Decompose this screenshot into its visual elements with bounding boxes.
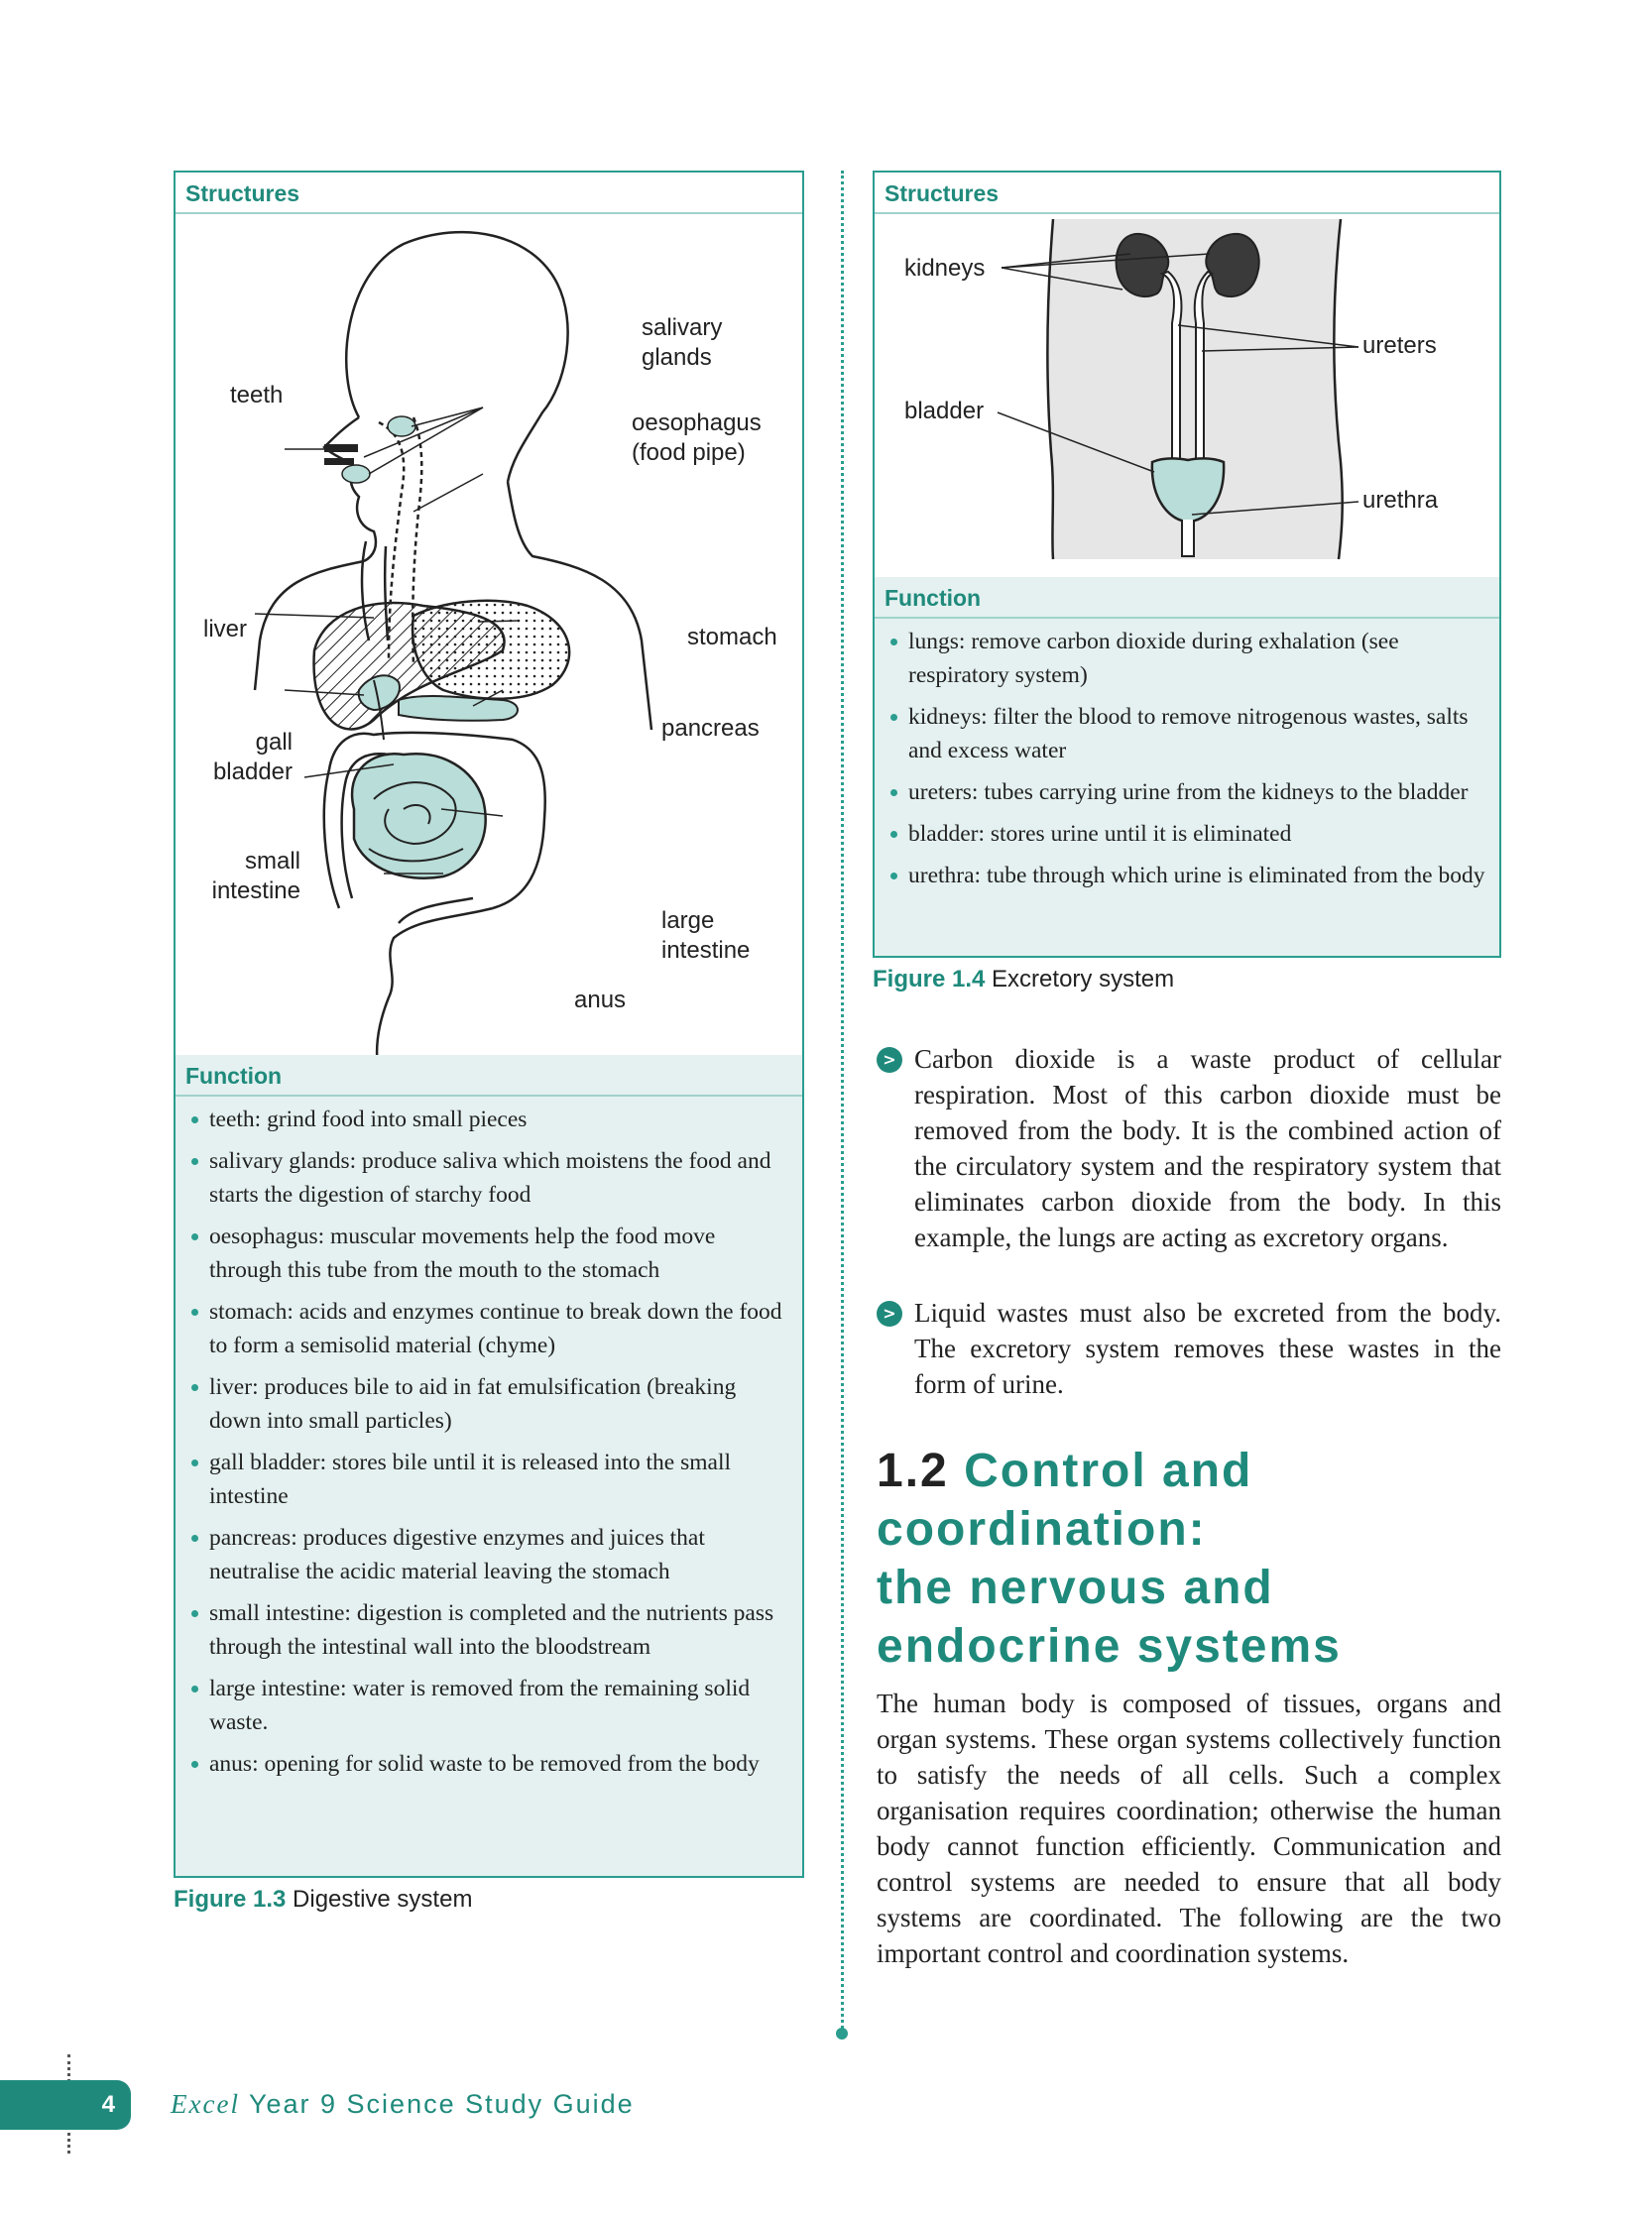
heading-line-2: coordination: xyxy=(877,1503,1207,1556)
label-small-intestine: small intestine xyxy=(211,848,300,904)
small-intestine-shape xyxy=(352,754,486,877)
label-teeth: teeth xyxy=(230,382,284,408)
excretory-function-list xyxy=(875,619,1499,892)
section-heading xyxy=(877,1442,1511,1676)
label-large-intestine: large intestine xyxy=(661,907,751,964)
list-item: lungs: remove carbon dioxide during exhalation (see respiratory system) xyxy=(885,625,1489,692)
page-number: 4 xyxy=(101,2091,115,2118)
label-bladder: bladder xyxy=(904,398,985,424)
excretory-box xyxy=(873,171,1501,958)
heading-line-4: endocrine systems xyxy=(877,1620,1342,1673)
face-profile xyxy=(324,417,376,561)
urethra-shape xyxy=(1182,520,1194,556)
figure-number: Figure 1.4 xyxy=(873,966,986,992)
figure-number: Figure 1.3 xyxy=(174,1886,287,1913)
label-stomach: stomach xyxy=(687,624,777,650)
list-item: liver: produces bile to aid in fat emulsification (breaking down into small particles) xyxy=(185,1370,792,1438)
label-oesophagus: oesophagus (food pipe) xyxy=(632,409,762,466)
digestive-structures-heading: Structures xyxy=(176,173,802,214)
section-number: 1.2 xyxy=(877,1445,949,1497)
salivary-gland-upper xyxy=(388,416,415,436)
excretory-structures-heading: Structures xyxy=(875,173,1499,214)
footer-title: Year 9 Science Study Guide xyxy=(248,2089,635,2119)
list-item: bladder: stores urine until it is eliminated xyxy=(885,817,1489,851)
list-item: small intestine: digestion is completed and the nutrients pass through the intestinal wall into the bloodstream xyxy=(185,1596,792,1664)
left-kidney-shape xyxy=(1117,234,1169,296)
teeth-shape xyxy=(324,444,358,465)
label-ureters: ureters xyxy=(1362,332,1437,359)
list-item: gall bladder: stores bile until it is released into the small intestine xyxy=(185,1446,792,1513)
label-kidneys: kidneys xyxy=(904,255,986,282)
label-pancreas: pancreas xyxy=(661,715,760,742)
head-outline xyxy=(346,232,567,482)
page-number-tab xyxy=(0,2080,131,2130)
excretory-function-panel xyxy=(875,577,1499,956)
figure-title: Digestive system xyxy=(293,1886,473,1913)
list-item: teeth: grind food into small pieces xyxy=(185,1103,792,1136)
list-item: large intestine: water is removed from the remaining solid waste. xyxy=(185,1672,792,1739)
divider-end-dot xyxy=(836,2028,848,2040)
body-paragraph: The human body is composed of tissues, organs and organ systems. These organ systems collectively function to satisfy the needs of all cells. Such a complex organisation requires coordination; otherwise the human body cannot function efficiently. Communication and control systems are needed to ensure that all body systems are coordinated. The following are the two important control and coordination systems. xyxy=(877,1689,1501,1968)
label-gall-bladder: gall bladder xyxy=(212,729,293,785)
heading-line-3: the nervous and xyxy=(877,1562,1274,1614)
heading-line-1 xyxy=(877,1442,1511,1500)
chevron-right-icon: > xyxy=(877,1047,902,1073)
right-kidney-shape xyxy=(1206,234,1258,296)
figure-title: Excretory system xyxy=(992,966,1175,992)
list-item: urethra: tube through which urine is eliminated from the body xyxy=(885,859,1489,892)
list-item: ureters: tubes carrying urine from the kidneys to the bladder xyxy=(885,775,1489,809)
salivary-gland-lower xyxy=(342,465,370,483)
label-urethra: urethra xyxy=(1362,487,1439,514)
digestive-function-list xyxy=(176,1097,802,1781)
label-anus: anus xyxy=(574,987,627,1013)
digestive-function-heading: Function xyxy=(176,1055,802,1097)
figure-1-3-caption xyxy=(174,1886,472,1914)
footer-brand: Excel xyxy=(171,2089,240,2119)
stomach-shape xyxy=(413,601,569,699)
list-item: oesophagus: muscular movements help the food move through this tube from the mouth to the stomach xyxy=(185,1220,792,1287)
heading-text: Control and xyxy=(964,1445,1253,1497)
digestive-box xyxy=(174,171,804,1878)
label-salivary-glands: salivary glands xyxy=(642,314,723,371)
digestive-function-panel xyxy=(176,1055,802,1876)
chevron-right-icon: > xyxy=(877,1301,902,1327)
figure-1-4-caption xyxy=(873,966,1174,993)
list-item: kidneys: filter the blood to remove nitrogenous wastes, salts and excess water xyxy=(885,700,1489,767)
label-liver: liver xyxy=(203,616,248,642)
list-item: anus: opening for solid waste to be removed from the body xyxy=(185,1747,792,1781)
excretory-function-heading: Function xyxy=(875,577,1499,619)
list-item: pancreas: produces digestive enzymes and juices that neutralise the acidic material leaving the stomach xyxy=(185,1521,792,1588)
bullet-paragraph-carbon-dioxide: Carbon dioxide is a waste product of cellular respiration. Most of this carbon dioxide must be removed from the body. It is the combined action of the circulatory system and the respiratory system that eliminates carbon dioxide from the body. In this example, the lungs are acting as excretory organs. xyxy=(914,1044,1501,1252)
bullet-paragraph-liquid-wastes: Liquid wastes must also be excreted from the body. The excretory system removes these wastes in the form of urine. xyxy=(914,1298,1501,1399)
running-footer xyxy=(171,2082,635,2126)
pancreas-shape xyxy=(399,696,518,721)
list-item: stomach: acids and enzymes continue to break down the food to form a semisolid material (chyme) xyxy=(185,1295,792,1362)
list-item: salivary glands: produce saliva which moistens the food and starts the digestion of starchy food xyxy=(185,1144,792,1212)
column-divider xyxy=(841,171,844,2035)
